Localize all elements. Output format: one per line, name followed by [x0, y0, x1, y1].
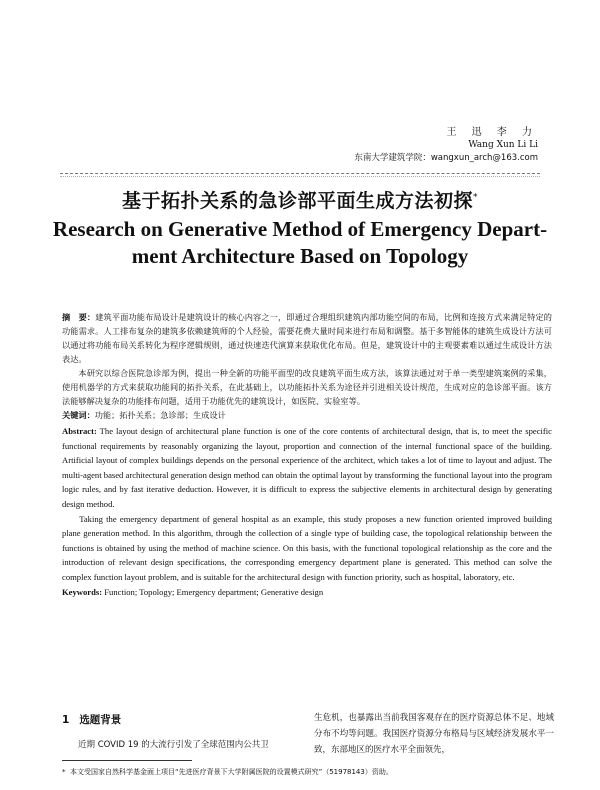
keywords-en-text: Function; Topology; Emergency department; Generative design [104, 586, 324, 597]
author-names-chinese: 王 迅 李 力 [446, 127, 538, 138]
title-english-line-1: Research on Generative Method of Emergency Depart- [52, 217, 548, 241]
author-block [238, 126, 538, 165]
body-text-left-column: 近期 COVID 19 的大流行引发了全球范围内公共卫 [78, 740, 269, 750]
title-footnote-mark: * [473, 192, 478, 203]
abstract-zh-label: 摘 要： [62, 312, 96, 322]
abstract-block [62, 310, 552, 599]
author-names-english: Wang Xun Li Li [468, 140, 538, 150]
section-1-title: 选题背景 [79, 714, 122, 726]
footnote-divider [62, 760, 192, 761]
abstract-en-p1 [62, 424, 552, 512]
title-chinese-text: 基于拓扑关系的急诊部平面生成方法初探 [121, 190, 473, 212]
keywords-en-label: Keywords: [62, 586, 103, 597]
footnote [62, 767, 552, 777]
footnote-text: 本文受国家自然科学基金面上项目“先进医疗背景下大学附属医院的设置模式研究”（51978143）资助。 [69, 768, 393, 776]
header-divider [60, 173, 540, 174]
body-text-right-column: 生危机，也暴露出当前我国客观存在的医疗资源总体不足、地域分布不均等问题。我国医疗资源分布格局与区域经济发展水平一致，东部地区的医疗水平全面领先， [314, 713, 554, 755]
abstract-zh-p1 [62, 310, 552, 366]
footnote-mark: * [62, 768, 66, 776]
keywords-zh [62, 408, 552, 422]
keywords-en [62, 585, 552, 600]
abstract-en-p2: Taking the emergency department of general hospital as an example, this study proposes a new function oriented improved building plane generation method. In this algorithm, through the collection of a single type of building case, the topological relationship between the functions is obtained by using the method of machine science. On this basis, with the functional topological relationship as the core and the introduction of relevant design specifications, the corresponding emergency department plane is generated. This method can solve the complex function layout problem, and is suitable for the architectural design with function priority, such as hospital, laboratory, etc. [62, 513, 552, 582]
section-1-number: 1 [62, 714, 70, 726]
abstract-zh-p2: 本研究以综合医院急诊部为例，提出一种全新的功能平面型的改良建筑平面生成方法，该算法通过对于单一类型建筑案例的采集，使用机器学的方式来获取功能间的拓扑关系，在此基础上，以功能拓扑关系为途径并引进相关设计规范，生成对应的急诊部平面。该方法能够解决复杂的功能排布问题，适用于功能优先的建筑设计，如医院、实验室等。 [62, 368, 552, 406]
title-chinese [0, 186, 600, 213]
keywords-zh-text: 功能；拓扑关系；急诊部；生成设计 [94, 410, 226, 420]
section-1-heading [62, 712, 121, 727]
title-english [50, 216, 550, 270]
header-divider-secondary [60, 176, 540, 177]
title-english-line-2: ment Architecture Based on Topology [131, 244, 469, 268]
keywords-zh-label: 关键词： [62, 410, 95, 420]
abstract-en-text-1: The layout design of architectural plane function is one of the core contents of architectural design, that is, to meet the specific functional requirements by reasonably organizing the layout, proportion and connection of the internal functional space of the building. Artificial layout of complex buildings depends on the personal experience of the architect, which takes a lot of time to layout and adjust. The multi-agent based architectural generation design method can obtain the optimal layout by transforming the functional layout into the program logic rules, and by fast iterative deduction. However, it is difficult to express the subjective elements in architectural design by generating design method. [62, 426, 552, 509]
abstract-en-label: Abstract: [62, 426, 97, 436]
author-affiliation: 东南大学建筑学院：wangxun_arch@163.com [354, 153, 538, 163]
abstract-zh-text-1: 建筑平面功能布局设计是建筑设计的核心内容之一，即通过合理组织建筑内部功能空间的布局，比例和连接方式来满足特定的功能需求。人工排布复杂的建筑多依赖建筑师的个人经验，需要花费大量时间来进行布局和调整。基于多智能体的建筑生成设计方法可以通过将功能布局关系转化为程序逻辑规则，通过快速迭代演算来获取优化布局。但是，建筑设计中的主观要素难以通过生成设计方法表达。 [62, 312, 552, 364]
